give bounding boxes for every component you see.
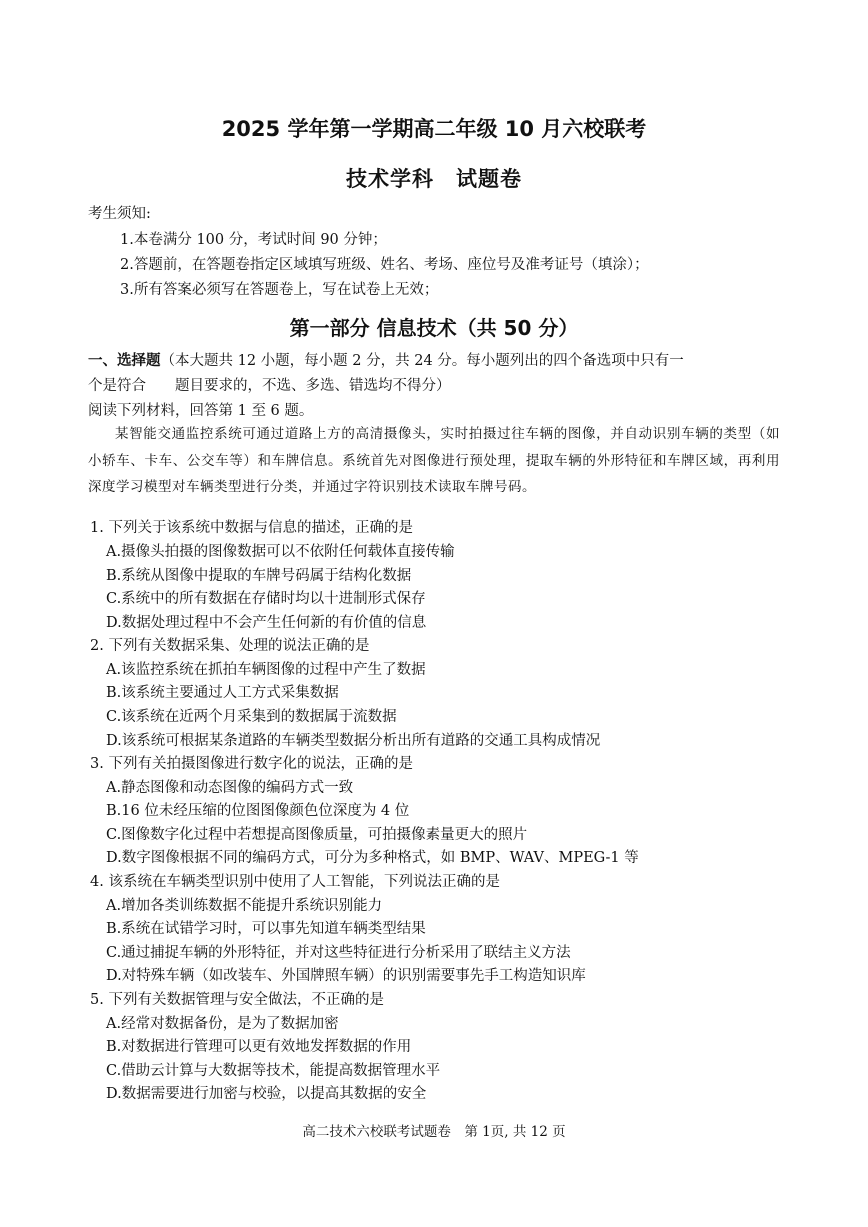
notice-item: 1.本卷满分 100 分，考试时间 90 分钟； [120,232,387,248]
notice-item: 2.答题前，在答题卷指定区域填写班级、姓名、考场、座位号及准考证号（填涂）； [120,257,649,273]
page-footer: 高二技术六校联考试题卷 第 1页, 共 12 页 [302,1124,566,1140]
question-option: B.系统在试错学习时，可以事先知道车辆类型结果 [106,921,426,937]
reading-prompt: 阅读下列材料，回答第 1 至 6 题。 [88,403,314,419]
question-option: A.经常对数据备份，是为了数据加密 [106,1016,339,1032]
question-option: C.该系统在近两个月采集到的数据属于流数据 [106,709,397,725]
question-option: A.静态图像和动态图像的编码方式一致 [106,780,354,796]
question-option: C.通过捕捉车辆的外形特征，并对这些特征进行分析采用了联结主义方法 [106,945,571,961]
question-option: B.该系统主要通过人工方式采集数据 [106,685,339,701]
question-stem: 5. 下列有关数据管理与安全做法，不正确的是 [90,992,384,1008]
exam-subtitle: 技术学科 试题卷 [346,167,522,191]
question-option: D.数据处理过程中不会产生任何新的有价值的信息 [106,615,427,631]
question-option: C.借助云计算与大数据等技术，能提高数据管理水平 [106,1063,441,1079]
notice-item: 3.所有答案必须写在答题卷上，写在试卷上无效； [120,282,439,298]
question-option: A.该监控系统在抓拍车辆图像的过程中产生了数据 [106,662,426,678]
question-option: D.数字图像根据不同的编码方式，可分为多种格式，如 BMP、WAV、MPEG-1 等 [106,850,639,866]
question-stem: 4. 该系统在车辆类型识别中使用了人工智能，下列说法正确的是 [90,874,500,890]
question-option: A.摄像头拍摄的图像数据可以不依附任何载体直接传输 [106,544,455,560]
section-header [88,349,684,370]
part-title: 第一部分 信息技术（共 50 分） [289,316,579,340]
section-description-cont: 个是符合 题目要求的，不选、多选、错选均不得分） [88,378,451,394]
question-stem: 1. 下列关于该系统中数据与信息的描述，正确的是 [90,520,413,536]
question-option: C.系统中的所有数据在存储时均以十进制形式保存 [106,591,426,607]
section-description: （本大题共 12 小题，每小题 2 分，共 24 分。每小题列出的四个备选项中只有一 [160,353,684,369]
reading-material: 某智能交通监控系统可通过道路上方的高清摄像头，实时拍摄过往车辆的图像，并自动识别车辆的类型（如小轿车、卡车、公交车等）和车牌信息。系统首先对图像进行预处理，提取车辆的外形特征和车牌区域，再利用深度学习模型对车辆类型进行分类，并通过字符识别技术读取车牌号码。 [88,426,780,495]
question-option: C.图像数字化过程中若想提高图像质量，可拍摄像素量更大的照片 [106,827,528,843]
question-option: B.对数据进行管理可以更有效地发挥数据的作用 [106,1039,412,1055]
question-option: D.对特殊车辆（如改装车、外国牌照车辆）的识别需要事先手工构造知识库 [106,968,586,984]
question-stem: 2. 下列有关数据采集、处理的说法正确的是 [90,638,370,654]
question-option: B.系统从图像中提取的车牌号码属于结构化数据 [106,568,412,584]
question-option: A.增加各类训练数据不能提升系统识别能力 [106,898,383,914]
notice-label: 考生须知: [88,206,151,222]
section-heading: 一、选择题 [88,353,161,369]
question-option: D.数据需要进行加密与校验，以提高其数据的安全 [106,1086,427,1102]
question-option: B.16 位未经压缩的位图图像颜色位深度为 4 位 [106,803,410,819]
question-option: D.该系统可根据某条道路的车辆类型数据分析出所有道路的交通工具构成情况 [106,733,601,749]
question-stem: 3. 下列有关拍摄图像进行数字化的说法，正确的是 [90,756,413,772]
exam-title: 2025 学年第一学期高二年级 10 月六校联考 [221,117,647,141]
